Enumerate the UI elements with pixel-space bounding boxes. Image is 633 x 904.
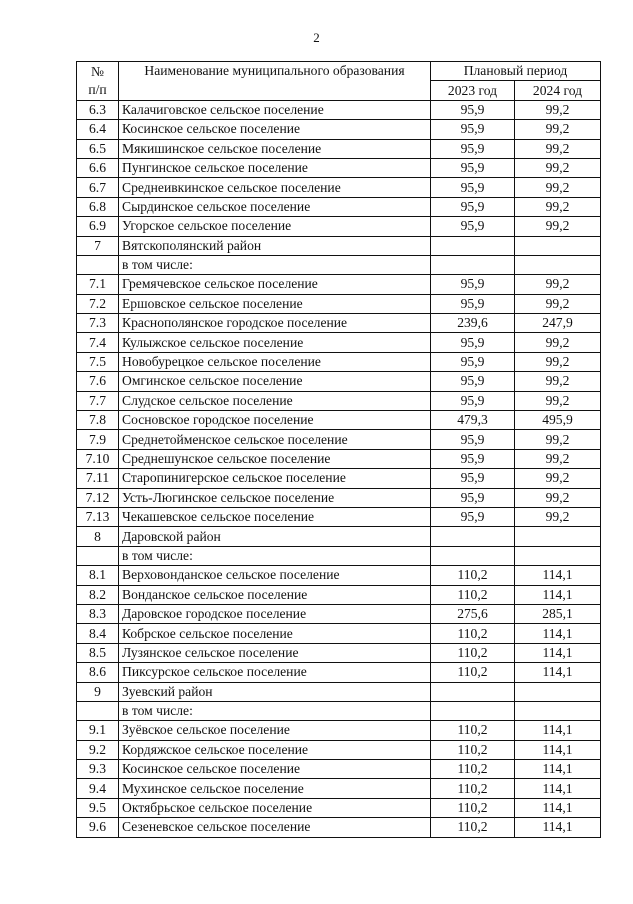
table-row bbox=[77, 469, 601, 488]
table-row bbox=[77, 236, 601, 255]
row-value-2023: 95,9 bbox=[431, 449, 515, 468]
row-name: Усть-Люгинское сельское поселение bbox=[119, 488, 431, 507]
table-row bbox=[77, 798, 601, 817]
row-value-2023: 239,6 bbox=[431, 314, 515, 333]
row-value-2023: 95,9 bbox=[431, 352, 515, 371]
table-row bbox=[77, 701, 601, 720]
row-name: Зуевский район bbox=[119, 682, 431, 701]
row-name: Омгинское сельское поселение bbox=[119, 372, 431, 391]
row-name: Косинское сельское поселение bbox=[119, 760, 431, 779]
row-number bbox=[77, 255, 119, 274]
row-name: Старопинигерское сельское поселение bbox=[119, 469, 431, 488]
row-name: Сырдинское сельское поселение bbox=[119, 197, 431, 216]
row-number: 9.6 bbox=[77, 818, 119, 837]
row-name: Ершовское сельское поселение bbox=[119, 294, 431, 313]
table-row bbox=[77, 624, 601, 643]
table-row bbox=[77, 352, 601, 371]
row-number: 6.8 bbox=[77, 197, 119, 216]
row-value-2023: 110,2 bbox=[431, 798, 515, 817]
table-row bbox=[77, 294, 601, 313]
row-value-2023 bbox=[431, 682, 515, 701]
row-value-2023 bbox=[431, 701, 515, 720]
row-number: 7 bbox=[77, 236, 119, 255]
row-value-2024 bbox=[515, 701, 601, 720]
row-number: 6.5 bbox=[77, 139, 119, 158]
row-value-2023: 95,9 bbox=[431, 178, 515, 197]
row-value-2023 bbox=[431, 236, 515, 255]
row-value-2023: 110,2 bbox=[431, 740, 515, 759]
table-row bbox=[77, 314, 601, 333]
row-value-2024: 114,1 bbox=[515, 566, 601, 585]
header-name: Наименование муниципального образования bbox=[119, 62, 431, 101]
row-value-2023: 275,6 bbox=[431, 604, 515, 623]
row-number bbox=[77, 546, 119, 565]
header-year-2023: 2023 год bbox=[431, 81, 515, 100]
row-value-2023: 95,9 bbox=[431, 294, 515, 313]
table-row bbox=[77, 682, 601, 701]
table-row bbox=[77, 217, 601, 236]
row-value-2023 bbox=[431, 546, 515, 565]
row-value-2024: 99,2 bbox=[515, 372, 601, 391]
row-name: Верховонданское сельское поселение bbox=[119, 566, 431, 585]
row-value-2023: 95,9 bbox=[431, 158, 515, 177]
row-value-2024 bbox=[515, 255, 601, 274]
table-row bbox=[77, 100, 601, 119]
row-number: 9.3 bbox=[77, 760, 119, 779]
table-row bbox=[77, 507, 601, 526]
row-value-2024: 114,1 bbox=[515, 624, 601, 643]
row-value-2024: 99,2 bbox=[515, 488, 601, 507]
row-value-2023: 110,2 bbox=[431, 566, 515, 585]
row-value-2024: 99,2 bbox=[515, 197, 601, 216]
table-row bbox=[77, 449, 601, 468]
row-value-2023: 479,3 bbox=[431, 411, 515, 430]
row-value-2024: 99,2 bbox=[515, 100, 601, 119]
municipal-table bbox=[76, 61, 601, 838]
row-value-2024: 99,2 bbox=[515, 430, 601, 449]
table-row bbox=[77, 275, 601, 294]
row-value-2024: 114,1 bbox=[515, 663, 601, 682]
row-value-2024: 114,1 bbox=[515, 721, 601, 740]
table-row bbox=[77, 779, 601, 798]
header-number bbox=[77, 62, 119, 101]
row-value-2023: 95,9 bbox=[431, 391, 515, 410]
row-number: 8.4 bbox=[77, 624, 119, 643]
row-value-2023: 95,9 bbox=[431, 430, 515, 449]
row-value-2024: 99,2 bbox=[515, 275, 601, 294]
row-value-2024: 99,2 bbox=[515, 120, 601, 139]
row-number: 8.2 bbox=[77, 585, 119, 604]
row-value-2023: 95,9 bbox=[431, 197, 515, 216]
table-row bbox=[77, 120, 601, 139]
table-row bbox=[77, 604, 601, 623]
row-value-2023: 110,2 bbox=[431, 585, 515, 604]
row-value-2023: 110,2 bbox=[431, 624, 515, 643]
row-number: 9.2 bbox=[77, 740, 119, 759]
row-value-2024 bbox=[515, 682, 601, 701]
row-value-2023: 95,9 bbox=[431, 217, 515, 236]
row-number: 7.6 bbox=[77, 372, 119, 391]
row-name: Мухинское сельское поселение bbox=[119, 779, 431, 798]
row-name: Кордяжское сельское поселение bbox=[119, 740, 431, 759]
table-row bbox=[77, 818, 601, 837]
row-value-2024: 114,1 bbox=[515, 740, 601, 759]
table-row bbox=[77, 372, 601, 391]
row-number: 6.4 bbox=[77, 120, 119, 139]
row-value-2023: 95,9 bbox=[431, 100, 515, 119]
row-number: 6.7 bbox=[77, 178, 119, 197]
table-row bbox=[77, 430, 601, 449]
row-name: Даровское городское поселение bbox=[119, 604, 431, 623]
row-name: в том числе: bbox=[119, 546, 431, 565]
row-value-2023: 95,9 bbox=[431, 507, 515, 526]
table-row bbox=[77, 197, 601, 216]
table-row bbox=[77, 158, 601, 177]
row-number bbox=[77, 701, 119, 720]
row-name: Сосновское городское поселение bbox=[119, 411, 431, 430]
row-value-2023: 95,9 bbox=[431, 333, 515, 352]
row-value-2024: 99,2 bbox=[515, 469, 601, 488]
row-name: Сезеневское сельское поселение bbox=[119, 818, 431, 837]
row-name: Вятскополянский район bbox=[119, 236, 431, 255]
header-number-line1: № bbox=[91, 63, 104, 79]
row-value-2024: 99,2 bbox=[515, 352, 601, 371]
row-value-2024: 99,2 bbox=[515, 333, 601, 352]
row-value-2024: 114,1 bbox=[515, 798, 601, 817]
row-value-2024 bbox=[515, 546, 601, 565]
row-value-2023: 110,2 bbox=[431, 760, 515, 779]
table-row bbox=[77, 333, 601, 352]
row-number: 8.1 bbox=[77, 566, 119, 585]
row-number: 7.10 bbox=[77, 449, 119, 468]
row-value-2023: 110,2 bbox=[431, 721, 515, 740]
row-number: 7.7 bbox=[77, 391, 119, 410]
row-number: 7.9 bbox=[77, 430, 119, 449]
row-value-2023: 95,9 bbox=[431, 469, 515, 488]
row-name: Мякишинское сельское поселение bbox=[119, 139, 431, 158]
table-row bbox=[77, 585, 601, 604]
row-value-2023: 95,9 bbox=[431, 120, 515, 139]
row-name: Краснополянское городское поселение bbox=[119, 314, 431, 333]
table-row bbox=[77, 546, 601, 565]
table-row bbox=[77, 255, 601, 274]
row-number: 9.5 bbox=[77, 798, 119, 817]
row-name: Октябрьское сельское поселение bbox=[119, 798, 431, 817]
row-name: Гремячевское сельское поселение bbox=[119, 275, 431, 294]
row-value-2023: 95,9 bbox=[431, 372, 515, 391]
row-number: 9.1 bbox=[77, 721, 119, 740]
row-name: Слудское сельское поселение bbox=[119, 391, 431, 410]
row-value-2024: 495,9 bbox=[515, 411, 601, 430]
row-value-2024: 99,2 bbox=[515, 158, 601, 177]
row-name: Лузянское сельское поселение bbox=[119, 643, 431, 662]
row-name: Среднеивкинское сельское поселение bbox=[119, 178, 431, 197]
table-header bbox=[77, 62, 601, 101]
row-number: 9 bbox=[77, 682, 119, 701]
table-body bbox=[77, 100, 601, 837]
table-row bbox=[77, 721, 601, 740]
table-row bbox=[77, 566, 601, 585]
row-value-2023 bbox=[431, 527, 515, 546]
row-value-2024: 99,2 bbox=[515, 217, 601, 236]
row-name: в том числе: bbox=[119, 701, 431, 720]
row-value-2023: 95,9 bbox=[431, 275, 515, 294]
row-number: 6.9 bbox=[77, 217, 119, 236]
row-name: Угорское сельское поселение bbox=[119, 217, 431, 236]
page-number: 2 bbox=[313, 30, 320, 45]
row-name: Кобрское сельское поселение bbox=[119, 624, 431, 643]
row-name: Среднешунское сельское поселение bbox=[119, 449, 431, 468]
row-value-2023: 110,2 bbox=[431, 779, 515, 798]
row-number: 8.3 bbox=[77, 604, 119, 623]
row-name: Зуёвское сельское поселение bbox=[119, 721, 431, 740]
row-name: Косинское сельское поселение bbox=[119, 120, 431, 139]
row-value-2024: 114,1 bbox=[515, 760, 601, 779]
row-value-2024 bbox=[515, 527, 601, 546]
row-value-2024: 114,1 bbox=[515, 585, 601, 604]
table-row bbox=[77, 178, 601, 197]
table-row bbox=[77, 527, 601, 546]
table-row bbox=[77, 391, 601, 410]
table-row bbox=[77, 488, 601, 507]
row-value-2024: 99,2 bbox=[515, 139, 601, 158]
row-value-2024: 114,1 bbox=[515, 643, 601, 662]
row-value-2024: 114,1 bbox=[515, 779, 601, 798]
row-number: 6.6 bbox=[77, 158, 119, 177]
row-number: 7.1 bbox=[77, 275, 119, 294]
table-row bbox=[77, 411, 601, 430]
table-row bbox=[77, 760, 601, 779]
row-name: Среднетойменское сельское поселение bbox=[119, 430, 431, 449]
row-number: 8.5 bbox=[77, 643, 119, 662]
row-value-2024: 285,1 bbox=[515, 604, 601, 623]
row-value-2023: 95,9 bbox=[431, 139, 515, 158]
row-value-2024: 99,2 bbox=[515, 449, 601, 468]
row-number: 9.4 bbox=[77, 779, 119, 798]
row-name: Вонданское сельское поселение bbox=[119, 585, 431, 604]
row-name: Калачиговское сельское поселение bbox=[119, 100, 431, 119]
table-row bbox=[77, 740, 601, 759]
row-name: в том числе: bbox=[119, 255, 431, 274]
row-value-2024: 99,2 bbox=[515, 507, 601, 526]
row-name: Пунгинское сельское поселение bbox=[119, 158, 431, 177]
header-period: Плановый период bbox=[431, 62, 601, 81]
row-value-2023: 110,2 bbox=[431, 818, 515, 837]
row-name: Даровской район bbox=[119, 527, 431, 546]
row-value-2023 bbox=[431, 255, 515, 274]
row-value-2023: 110,2 bbox=[431, 663, 515, 682]
row-number: 7.3 bbox=[77, 314, 119, 333]
table-row bbox=[77, 663, 601, 682]
row-name: Чекашевское сельское поселение bbox=[119, 507, 431, 526]
row-name: Пиксурское сельское поселение bbox=[119, 663, 431, 682]
row-value-2024: 99,2 bbox=[515, 178, 601, 197]
row-number: 7.5 bbox=[77, 352, 119, 371]
row-number: 7.13 bbox=[77, 507, 119, 526]
row-value-2024: 114,1 bbox=[515, 818, 601, 837]
table-row bbox=[77, 139, 601, 158]
row-number: 6.3 bbox=[77, 100, 119, 119]
header-year-2024: 2024 год bbox=[515, 81, 601, 100]
row-number: 8.6 bbox=[77, 663, 119, 682]
row-number: 7.4 bbox=[77, 333, 119, 352]
row-number: 7.2 bbox=[77, 294, 119, 313]
table-row bbox=[77, 643, 601, 662]
row-number: 8 bbox=[77, 527, 119, 546]
row-name: Новобурецкое сельское поселение bbox=[119, 352, 431, 371]
row-value-2023: 110,2 bbox=[431, 643, 515, 662]
row-number: 7.11 bbox=[77, 469, 119, 488]
row-value-2024: 99,2 bbox=[515, 294, 601, 313]
row-value-2024 bbox=[515, 236, 601, 255]
header-number-line2: п/п bbox=[88, 81, 107, 97]
row-value-2023: 95,9 bbox=[431, 488, 515, 507]
row-number: 7.8 bbox=[77, 411, 119, 430]
row-value-2024: 99,2 bbox=[515, 391, 601, 410]
row-number: 7.12 bbox=[77, 488, 119, 507]
row-value-2024: 247,9 bbox=[515, 314, 601, 333]
row-name: Кулыжское сельское поселение bbox=[119, 333, 431, 352]
